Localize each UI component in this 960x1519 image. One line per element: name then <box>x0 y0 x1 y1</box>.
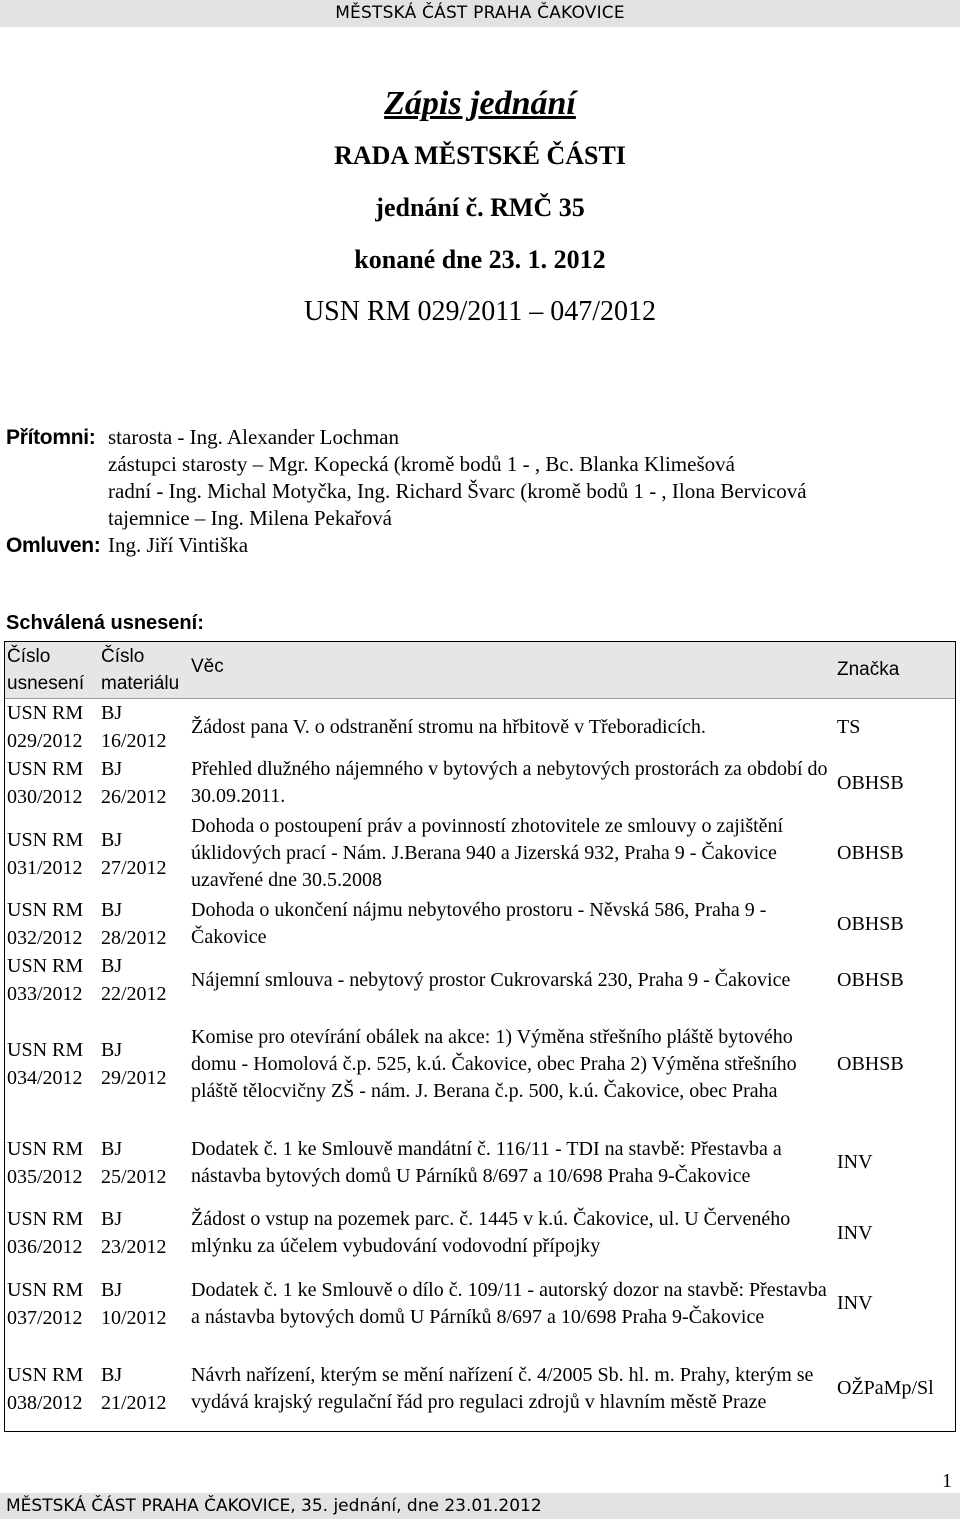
subject-cell: Dodatek č. 1 ke Smlouvě mandátní č. 116/11 - TDI na stavbě: Přestavba a nástavba bytových domů U Párníků 8/697 a 10/698 Praha 9-Čakovice <box>191 1137 782 1187</box>
subject-cell: Žádost o vstup na pozemek parc. č. 1445 v k.ú. Čakovice, ul. U Červeného mlýnku za účelem vybudování vodovodní přípojky <box>191 1208 791 1257</box>
resolution-number: USN RM 033/2012 <box>7 955 84 1005</box>
material-number: BJ 29/2012 <box>101 1039 167 1089</box>
material-number: BJ 23/2012 <box>101 1208 167 1258</box>
tag-cell: OŽPaMp/Sl <box>837 1377 934 1399</box>
resolution-range: USN RM 029/2011 – 047/2012 <box>303 296 657 327</box>
subject-cell: Žádost pana V. o odstranění stromu na hřbitově v Třeboradicích. <box>191 715 706 738</box>
table-row <box>5 699 955 755</box>
tag-cell: INV <box>837 1151 873 1173</box>
resolutions-table <box>4 641 956 1432</box>
council-name: RADA MĚSTSKÉ ČÁSTI <box>334 141 626 170</box>
material-number: BJ 10/2012 <box>101 1278 167 1329</box>
tag-cell: INV <box>837 1221 873 1244</box>
absent-label: Omluven: <box>6 534 101 557</box>
present-line: tajemnice – Ing. Milena Pekařová <box>108 506 392 530</box>
page-footer: MĚSTSKÁ ČÁST PRAHA ČAKOVICE, 35. jednání, dne 23.01.2012 <box>0 1493 960 1519</box>
resolution-number: USN RM 035/2012 <box>7 1137 84 1188</box>
document-title: Zápis jednání <box>384 85 576 122</box>
resolution-number: USN RM 031/2012 <box>7 828 84 879</box>
resolution-number: USN RM 036/2012 <box>7 1208 84 1258</box>
present-line: starosta - Ing. Alexander Lochman <box>108 425 399 449</box>
subject-cell: Návrh nařízení, kterým se mění nařízení č. 4/2005 Sb. hl. m. Prahy, kterým se vydává krajský regulační řád pro regulaci zdrojů v hlavním městě Praze <box>191 1363 814 1413</box>
page-number: 1 <box>942 1470 952 1492</box>
table-row <box>5 1261 955 1346</box>
subject-cell: Komise pro otevírání obálek na akce: 1) Výměna střešního pláště bytového domu - Homolová č.p. 525, k.ú. Čakovice, obec Praha 2) Výměna střešního pláště tělocvičny ZŠ - nám. J. Berana č.p. 500, k.ú. Čakovice, obec Praha <box>191 1025 797 1102</box>
material-number: BJ 27/2012 <box>101 828 167 879</box>
header-subject: Věc <box>191 656 224 677</box>
table-row <box>5 896 955 952</box>
meeting-number: jednání č. RMČ 35 <box>375 193 585 222</box>
meeting-date: konané dne 23. 1. 2012 <box>354 245 606 274</box>
table-row <box>5 1008 955 1120</box>
table-header <box>5 642 955 699</box>
table-row <box>5 811 955 896</box>
resolution-number: USN RM 029/2012 <box>7 702 84 752</box>
material-number: BJ 16/2012 <box>101 702 167 752</box>
resolution-number: USN RM 038/2012 <box>7 1363 84 1414</box>
material-number: BJ 22/2012 <box>101 955 167 1005</box>
attendance-section <box>6 424 807 559</box>
present-line: radní - Ing. Michal Motyčka, Ing. Richard Švarc (kromě bodů 1 - , Ilona Bervicová <box>108 479 807 503</box>
subject-cell: Dodatek č. 1 ke Smlouvě o dílo č. 109/11 - autorský dozor na stavbě: Přestavba a nástavba bytových domů U Párníků 8/697 a 10/698 Praha 9-Čakovice <box>191 1278 827 1328</box>
table-row <box>5 952 955 1008</box>
material-number: BJ 28/2012 <box>101 899 167 949</box>
tag-cell: INV <box>837 1292 873 1314</box>
tag-cell: OBHSB <box>837 1052 904 1075</box>
present-line: zástupci starosty – Mgr. Kopecká (kromě bodů 1 - , Bc. Blanka Klimešová <box>108 452 735 476</box>
approved-resolutions-heading: Schválená usnesení: <box>6 612 204 634</box>
tag-cell: TS <box>837 715 861 738</box>
header-material-number: Číslo materiálu <box>101 646 180 694</box>
tag-cell: OBHSB <box>837 912 904 935</box>
subject-cell: Dohoda o ukončení nájmu nebytového prostoru - Něvská 586, Praha 9 - Čakovice <box>191 899 767 948</box>
table-row <box>5 1205 955 1261</box>
subject-cell: Dohoda o postoupení práv a povinností zhotovitele ze smlouvy o zajištění úklidových prací - Nám. J.Berana 940 a Jizerská 932, Praha 9 - Čakovice uzavřené dne 30.5.2008 <box>191 815 784 891</box>
header-tag: Značka <box>837 659 900 680</box>
tag-cell: OBHSB <box>837 771 904 794</box>
resolution-number: USN RM 034/2012 <box>7 1039 84 1089</box>
resolution-number: USN RM 032/2012 <box>7 899 84 949</box>
title-block <box>0 80 960 338</box>
absent-value: Ing. Jiří Vintiška <box>108 533 249 557</box>
page-header: MĚSTSKÁ ČÁST PRAHA ČAKOVICE <box>0 0 960 27</box>
resolution-number: USN RM 030/2012 <box>7 758 84 808</box>
table-row <box>5 755 955 811</box>
tag-cell: OBHSB <box>837 842 904 864</box>
present-label: Přítomni: <box>6 426 96 449</box>
header-resolution-number: Číslo usnesení <box>7 646 85 694</box>
subject-cell: Přehled dlužného nájemného v bytových a nebytových prostorách za období do 30.09.2011. <box>191 758 828 807</box>
material-number: BJ 25/2012 <box>101 1137 167 1188</box>
table-row <box>5 1346 955 1431</box>
material-number: BJ 21/2012 <box>101 1363 167 1414</box>
tag-cell: OBHSB <box>837 968 904 991</box>
subject-cell: Nájemní smlouva - nebytový prostor Cukrovarská 230, Praha 9 - Čakovice <box>191 968 791 991</box>
material-number: BJ 26/2012 <box>101 758 167 808</box>
table-row <box>5 1120 955 1205</box>
resolution-number: USN RM 037/2012 <box>7 1278 84 1329</box>
